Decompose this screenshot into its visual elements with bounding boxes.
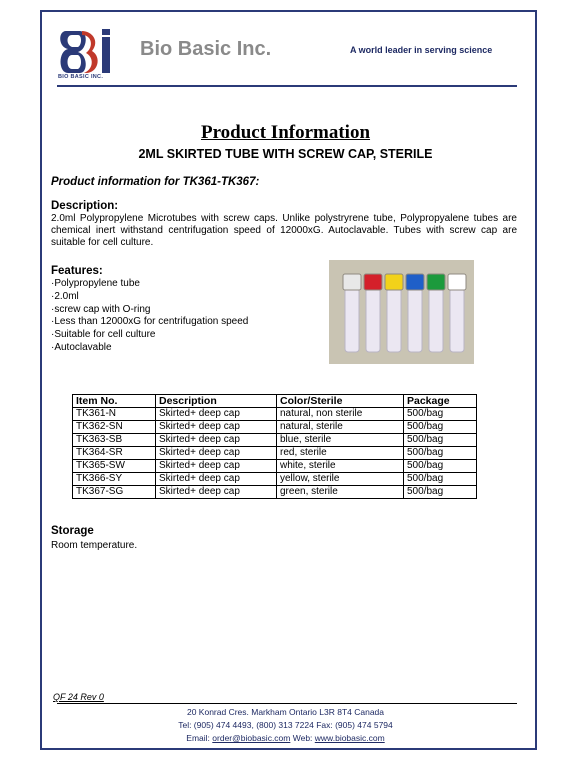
cell-package: 500/bag [404, 486, 477, 499]
tube-cap [364, 274, 382, 290]
cell-item-no: TK362-SN [73, 421, 156, 434]
features-heading: Features: [51, 265, 103, 277]
tube-4 [406, 274, 424, 352]
feature-item: ·Autoclavable [51, 341, 112, 353]
cell-description: Skirted+ deep cap [156, 486, 277, 499]
table-row [73, 421, 477, 434]
feature-item: ·Suitable for cell culture [51, 329, 156, 341]
feature-item: ·Less than 12000xG for centrifugation speed [51, 316, 249, 328]
cell-item-no: TK361-N [73, 408, 156, 421]
cell-package: 500/bag [404, 421, 477, 434]
cell-item-no: TK367-SG [73, 486, 156, 499]
cell-package: 500/bag [404, 447, 477, 460]
col-header-color-sterile: Color/Sterile [277, 395, 404, 408]
cell-description: Skirted+ deep cap [156, 421, 277, 434]
table-row [73, 460, 477, 473]
storage-heading: Storage [51, 525, 94, 537]
header-divider [57, 85, 517, 87]
cell-package: 500/bag [404, 408, 477, 421]
cell-item-no: TK364-SR [73, 447, 156, 460]
table-row [73, 408, 477, 421]
cell-description: Skirted+ deep cap [156, 460, 277, 473]
footer-address: 20 Konrad Cres. Markham Ontario L3R 8T4 Canada [186, 707, 384, 717]
col-header-item-no: Item No. [73, 395, 156, 408]
product-table [72, 394, 477, 499]
cell-item-no: TK366-SY [73, 473, 156, 486]
cell-color-sterile: blue, sterile [277, 434, 404, 447]
feature-item: ·2.0ml [51, 290, 79, 302]
form-revision: QF 24 Rev 0 [53, 692, 104, 702]
cell-color-sterile: yellow, sterile [277, 473, 404, 486]
product-info-heading: Product information for TK361-TK367: [51, 176, 260, 188]
tubes-photo [329, 260, 474, 364]
web-link[interactable]: www.biobasic.com [314, 733, 385, 743]
table-row [73, 434, 477, 447]
table-row [73, 447, 477, 460]
tube-cap [343, 274, 361, 290]
email-link[interactable]: order@biobasic.com [212, 733, 291, 743]
cell-package: 500/bag [404, 434, 477, 447]
col-header-package: Package [404, 395, 477, 408]
cell-description: Skirted+ deep cap [156, 408, 277, 421]
page-subtitle: 2ML SKIRTED TUBE WITH SCREW CAP, STERILE [138, 147, 433, 161]
footer-contact [0, 733, 571, 743]
table-header-row [73, 395, 477, 408]
cell-color-sterile: white, sterile [277, 460, 404, 473]
logo-caption: BIO BASIC INC. [58, 74, 104, 80]
cell-color-sterile: natural, non sterile [277, 408, 404, 421]
table-row [73, 473, 477, 486]
cell-package: 500/bag [404, 473, 477, 486]
table-row [73, 486, 477, 499]
footer-phones: Tel: (905) 474 4493, (800) 313 7224 Fax: (905) 474 5794 [178, 720, 393, 730]
description-heading: Description: [51, 200, 119, 212]
cell-color-sterile: red, sterile [277, 447, 404, 460]
tagline: A world leader in serving science [350, 45, 493, 55]
tube-2 [364, 274, 382, 352]
tube-1 [343, 274, 361, 352]
features-list [51, 278, 248, 355]
tube-cap [427, 274, 445, 290]
page-title: Product Information [200, 122, 371, 143]
description-text: 2.0ml Polypropylene Microtubes with screw caps. Unlike polystryrene tube, Polypropyalene tubes are chemical inert withstand centrifugation speed of 12000xG. Autoclavable. Tubes with screw cap are suitable for cell culture. [51, 213, 517, 248]
col-header-description: Description [156, 395, 277, 408]
page-border [40, 10, 537, 750]
tube-5 [427, 274, 445, 352]
tube-cap [385, 274, 403, 290]
storage-text: Room temperature. [51, 540, 138, 551]
tube-cap [448, 274, 466, 290]
tube-cap [406, 274, 424, 290]
cell-item-no: TK365-SW [73, 460, 156, 473]
tube-6 [448, 274, 466, 352]
cell-color-sterile: green, sterile [277, 486, 404, 499]
cell-description: Skirted+ deep cap [156, 447, 277, 460]
tube-3 [385, 274, 403, 352]
footer-divider [57, 703, 517, 704]
cell-description: Skirted+ deep cap [156, 473, 277, 486]
company-name: Bio Basic Inc. [140, 38, 272, 60]
cell-package: 500/bag [404, 460, 477, 473]
cell-item-no: TK363-SB [73, 434, 156, 447]
bio-basic-logo [58, 25, 124, 81]
feature-item: ·Polypropylene tube [51, 278, 140, 289]
email-label: Email: [186, 733, 213, 743]
web-label: Web: [290, 733, 315, 743]
cell-description: Skirted+ deep cap [156, 434, 277, 447]
cell-color-sterile: natural, sterile [277, 421, 404, 434]
feature-item: ·screw cap with O-ring [51, 303, 151, 315]
